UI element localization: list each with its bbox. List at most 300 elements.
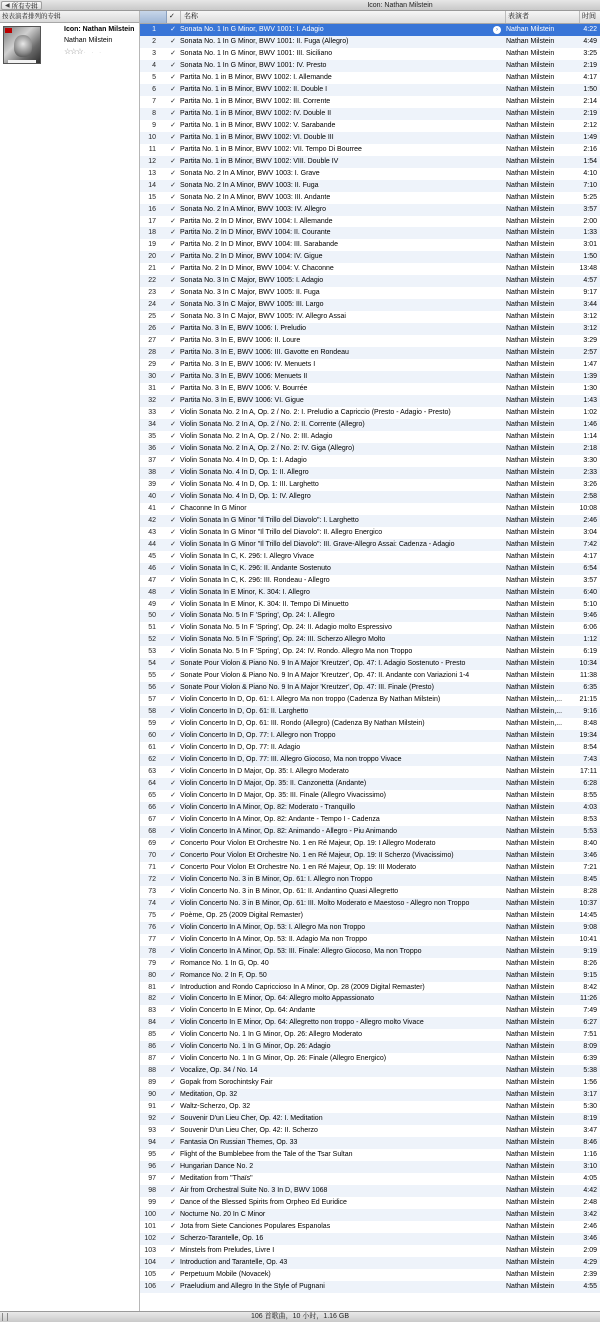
track-checkbox[interactable]: ✓ [170, 265, 176, 273]
track-checkbox[interactable]: ✓ [170, 756, 176, 764]
track-checkbox[interactable]: ✓ [170, 540, 176, 548]
track-artist: Nathan Milstein [506, 49, 555, 57]
table-row[interactable] [140, 1257, 600, 1269]
track-name: Meditation from "Thaïs" [180, 1175, 253, 1182]
table-row[interactable] [140, 72, 600, 84]
track-checkbox[interactable]: ✓ [170, 875, 176, 883]
column-header-time[interactable]: 时间 [579, 11, 600, 23]
table-row[interactable] [140, 1197, 600, 1209]
track-checkbox[interactable]: ✓ [170, 217, 176, 225]
table-row[interactable] [140, 192, 600, 204]
table-row[interactable] [140, 1281, 600, 1293]
track-checkbox[interactable]: ✓ [170, 528, 176, 536]
track-checkbox[interactable]: ✓ [170, 169, 176, 177]
table-row[interactable] [140, 204, 600, 216]
track-checkbox[interactable]: ✓ [170, 1258, 176, 1266]
emi-logo-icon [5, 28, 12, 33]
table-row[interactable] [140, 730, 600, 742]
star-rating-icon[interactable] [64, 47, 103, 56]
column-header-name[interactable]: 名称 [180, 11, 505, 23]
track-time: 4:03 [583, 803, 597, 811]
table-row[interactable] [140, 1125, 600, 1137]
track-checkbox[interactable]: ✓ [170, 456, 176, 464]
table-row[interactable] [140, 323, 600, 335]
track-number: 26 [148, 325, 156, 333]
track-checkbox[interactable]: ✓ [170, 947, 176, 955]
table-row[interactable] [140, 144, 600, 156]
track-artist: Nathan Milstein [506, 564, 555, 572]
track-checkbox[interactable]: ✓ [170, 109, 176, 117]
track-time: 4:22 [583, 26, 597, 33]
track-checkbox[interactable]: ✓ [170, 1151, 176, 1159]
table-row[interactable] [140, 371, 600, 383]
table-row[interactable] [140, 467, 600, 479]
table-row[interactable] [140, 539, 600, 551]
track-number: 2 [152, 37, 156, 45]
track-checkbox[interactable]: ✓ [170, 732, 176, 740]
table-row[interactable] [140, 383, 600, 395]
track-checkbox[interactable]: ✓ [170, 1103, 176, 1111]
album-entry[interactable] [0, 23, 139, 67]
table-row[interactable] [140, 1065, 600, 1077]
table-row[interactable] [140, 1029, 600, 1041]
library-summary: 106 首歌曲，10 小时，1.16 GB [250, 1313, 350, 1320]
track-artist: Nathan Milstein [506, 528, 555, 536]
track-checkbox[interactable]: ✓ [170, 648, 176, 656]
track-checkbox[interactable]: ✓ [170, 420, 176, 428]
track-checkbox[interactable]: ✓ [170, 432, 176, 440]
track-checkbox[interactable]: ✓ [170, 373, 176, 381]
track-checkbox[interactable]: ✓ [170, 1031, 176, 1039]
table-row[interactable] [140, 1089, 600, 1101]
track-checkbox[interactable]: ✓ [170, 720, 176, 728]
track-checkbox[interactable]: ✓ [170, 768, 176, 776]
table-row[interactable] [140, 431, 600, 443]
track-checkbox[interactable]: ✓ [170, 145, 176, 153]
track-checkbox[interactable]: ✓ [170, 708, 176, 716]
table-row[interactable] [140, 299, 600, 311]
track-checkbox[interactable]: ✓ [170, 205, 176, 213]
track-checkbox[interactable]: ✓ [170, 85, 176, 93]
table-row[interactable] [140, 634, 600, 646]
track-checkbox[interactable]: ✓ [170, 995, 176, 1003]
track-name: Partita No. 2 In D Minor, BWV 1004: III. Sarabande [180, 241, 338, 249]
track-checkbox[interactable]: ✓ [170, 361, 176, 369]
track-checkbox[interactable]: ✓ [170, 1210, 176, 1218]
track-number: 10 [148, 133, 156, 141]
track-checkbox[interactable]: ✓ [170, 133, 176, 141]
table-row[interactable] [140, 515, 600, 527]
track-checkbox[interactable]: ✓ [170, 588, 176, 596]
table-row[interactable] [140, 1053, 600, 1065]
track-artist: Nathan Milstein [506, 480, 555, 488]
track-number: 11 [148, 145, 156, 153]
track-checkbox[interactable]: ✓ [170, 744, 176, 752]
table-row[interactable] [140, 275, 600, 287]
table-row[interactable] [140, 1113, 600, 1125]
track-time: 1:14 [583, 432, 597, 440]
track-number: 4 [152, 61, 156, 69]
track-checkbox[interactable]: ✓ [170, 564, 176, 572]
track-artist: Nathan Milstein [506, 756, 555, 764]
track-checkbox[interactable]: ✓ [170, 1186, 176, 1194]
track-checkbox[interactable]: ✓ [170, 121, 176, 129]
table-row[interactable] [140, 251, 600, 263]
track-checkbox[interactable]: ✓ [170, 1091, 176, 1099]
table-row[interactable] [140, 1269, 600, 1281]
track-checkbox[interactable]: ✓ [170, 827, 176, 835]
table-row[interactable] [140, 419, 600, 431]
track-number: 48 [148, 588, 156, 596]
table-row[interactable] [140, 1137, 600, 1149]
track-checkbox[interactable]: ✓ [170, 899, 176, 907]
track-checkbox[interactable]: ✓ [170, 1127, 176, 1135]
table-row[interactable] [140, 1245, 600, 1257]
track-checkbox[interactable]: ✓ [170, 911, 176, 919]
track-time: 8:54 [583, 744, 597, 752]
table-row[interactable] [140, 982, 600, 994]
table-row[interactable] [140, 359, 600, 371]
track-checkbox[interactable]: ✓ [170, 792, 176, 799]
track-artist: Nathan Milstein [506, 397, 555, 405]
track-number: 23 [148, 289, 156, 297]
table-row[interactable] [140, 216, 600, 228]
track-artist: Nathan Milstein [506, 277, 555, 285]
table-row[interactable] [140, 132, 600, 144]
table-row[interactable] [140, 1221, 600, 1233]
track-checkbox[interactable]: ✓ [170, 780, 176, 788]
track-checkbox[interactable]: ✓ [170, 241, 176, 249]
track-checkbox[interactable]: ✓ [170, 289, 176, 297]
track-checkbox[interactable]: ✓ [170, 181, 176, 189]
track-checkbox[interactable]: ✓ [170, 61, 176, 69]
table-row[interactable] [140, 826, 600, 838]
track-checkbox[interactable]: ✓ [170, 1139, 176, 1147]
track-name: Violin Sonata No. 4 In D, Op. 1: I. Adagio [180, 456, 307, 464]
track-name: Sonata No. 1 In G Minor, BWV 1001: I. Adagio [180, 26, 324, 33]
table-row[interactable] [140, 1101, 600, 1113]
track-checkbox[interactable]: ✓ [170, 504, 176, 512]
track-name: Violin Concerto No. 1 In G Minor, Op. 26: Allegro Moderato [180, 1031, 362, 1039]
track-checkbox[interactable]: ✓ [170, 349, 176, 357]
track-time: 1:54 [583, 157, 597, 165]
track-number: 49 [148, 600, 156, 608]
table-row[interactable] [140, 718, 600, 730]
table-row[interactable] [140, 850, 600, 862]
track-checkbox[interactable]: ✓ [170, 49, 176, 57]
track-checkbox[interactable]: ✓ [170, 803, 176, 811]
track-checkbox[interactable]: ✓ [170, 839, 176, 847]
column-header-number[interactable] [140, 11, 167, 23]
table-row[interactable] [140, 563, 600, 575]
column-header-artist[interactable]: 表演者 [505, 11, 579, 23]
track-checkbox[interactable]: ✓ [170, 337, 176, 345]
track-checkbox[interactable]: ✓ [170, 37, 176, 45]
track-checkbox[interactable]: ✓ [170, 1234, 176, 1242]
track-checkbox[interactable]: ✓ [170, 26, 176, 33]
table-row[interactable] [140, 1077, 600, 1089]
track-checkbox[interactable]: ✓ [170, 1246, 176, 1254]
track-checkbox[interactable]: ✓ [170, 1175, 176, 1182]
track-time: 19:34 [579, 732, 597, 740]
track-name: Violin Concerto In A Minor, Op. 53: III. Finale: Allegro Giocoso, Ma non Troppo [180, 947, 422, 955]
track-checkbox[interactable]: ✓ [170, 97, 176, 105]
track-checkbox[interactable]: ✓ [170, 1055, 176, 1063]
track-checkbox[interactable]: ✓ [170, 552, 176, 560]
table-row[interactable] [140, 96, 600, 108]
track-checkbox[interactable]: ✓ [170, 851, 176, 859]
table-row[interactable] [140, 108, 600, 120]
table-row[interactable] [140, 60, 600, 72]
table-row[interactable] [140, 610, 600, 622]
track-number: 61 [148, 744, 156, 752]
track-checkbox[interactable]: ✓ [170, 409, 176, 416]
table-row[interactable] [140, 694, 600, 706]
table-row[interactable] [140, 922, 600, 934]
table-row[interactable] [140, 946, 600, 958]
track-time: 3:47 [583, 1127, 597, 1135]
track-artist: Nathan Milstein [506, 1007, 555, 1015]
track-checkbox[interactable]: ✓ [170, 1007, 176, 1015]
track-time: 11:26 [580, 995, 597, 1003]
table-row[interactable] [140, 886, 600, 898]
table-row[interactable] [140, 503, 600, 515]
table-row[interactable] [140, 778, 600, 790]
table-row[interactable] [140, 790, 600, 802]
track-name: Poème, Op. 25 (2009 Digital Remaster) [180, 911, 303, 919]
track-checkbox[interactable]: ✓ [170, 863, 176, 871]
table-row[interactable] [140, 898, 600, 910]
track-checkbox[interactable]: ✓ [170, 660, 176, 668]
track-time: 7:21 [583, 863, 597, 871]
track-checkbox[interactable]: ✓ [170, 624, 176, 632]
track-artist: Nathan Milstein [506, 385, 555, 393]
table-row[interactable] [140, 1149, 600, 1161]
track-checkbox[interactable]: ✓ [170, 313, 176, 321]
track-checkbox[interactable]: ✓ [170, 1043, 176, 1051]
track-checkbox[interactable]: ✓ [170, 480, 176, 488]
rating-stars[interactable]: ☆☆☆ [64, 47, 83, 56]
table-row[interactable] [140, 180, 600, 192]
table-row[interactable] [140, 622, 600, 634]
track-checkbox[interactable]: ✓ [170, 600, 176, 608]
table-row[interactable] [140, 287, 600, 299]
table-row[interactable] [140, 311, 600, 323]
track-artist: Nathan Milstein [506, 648, 555, 656]
track-checkbox[interactable]: ✓ [170, 636, 176, 644]
track-checkbox[interactable]: ✓ [170, 1067, 176, 1075]
track-time: 6:28 [583, 780, 597, 788]
column-header-check[interactable]: ✓ [169, 13, 175, 20]
track-number: 70 [148, 851, 156, 859]
track-time: 1:16 [583, 1151, 597, 1159]
track-checkbox[interactable]: ✓ [170, 492, 176, 500]
track-name: Violin Concerto In A Minor, Op. 53: I. Allegro Ma non Troppo [180, 923, 366, 931]
track-checkbox[interactable]: ✓ [170, 193, 176, 201]
track-artist: Nathan Milstein [506, 265, 555, 273]
table-row[interactable] [140, 993, 600, 1005]
track-checkbox[interactable]: ✓ [170, 1163, 176, 1171]
table-row[interactable] [140, 670, 600, 682]
track-checkbox[interactable]: ✓ [170, 1115, 176, 1123]
track-checkbox[interactable]: ✓ [170, 468, 176, 476]
table-row[interactable] [140, 766, 600, 778]
table-row[interactable] [140, 706, 600, 718]
track-artist: Nathan Milstein [506, 229, 555, 237]
track-time: 2:46 [583, 516, 597, 524]
track-checkbox[interactable]: ✓ [170, 923, 176, 931]
album-pane [0, 11, 140, 1311]
track-artist: Nathan Milstein [506, 409, 555, 416]
table-row[interactable] [140, 958, 600, 970]
track-artist: Nathan Milstein [506, 792, 555, 799]
track-checkbox[interactable]: ✓ [170, 684, 176, 692]
table-row[interactable] [140, 239, 600, 251]
track-name: Sonate Pour Violon & Piano No. 9 In A Major 'Kreutzer', Op. 47: I. Adagio Sostenuto - Presto [180, 660, 466, 668]
table-row[interactable] [140, 1209, 600, 1221]
track-name: Violin Sonata No. 4 In D, Op. 1: III. Larghetto [180, 480, 319, 488]
track-checkbox[interactable]: ✓ [170, 229, 176, 237]
track-checkbox[interactable]: ✓ [170, 157, 176, 165]
table-row[interactable] [140, 802, 600, 814]
track-checkbox[interactable]: ✓ [170, 672, 176, 680]
track-checkbox[interactable]: ✓ [170, 301, 176, 309]
table-row[interactable] [140, 1017, 600, 1029]
track-checkbox[interactable]: ✓ [170, 253, 176, 261]
table-row[interactable] [140, 395, 600, 407]
back-button-label: 所有专辑 [11, 3, 38, 10]
track-number: 100 [144, 1210, 156, 1218]
track-checkbox[interactable]: ✓ [170, 1019, 176, 1027]
track-time: 2:46 [583, 1222, 597, 1230]
table-row[interactable] [140, 407, 600, 419]
table-row[interactable] [140, 742, 600, 754]
track-number: 30 [148, 373, 156, 381]
table-row[interactable] [140, 754, 600, 766]
table-row[interactable] [140, 335, 600, 347]
arrow-link-icon[interactable]: › [493, 26, 501, 34]
table-row[interactable] [140, 168, 600, 180]
track-number: 13 [148, 169, 156, 177]
track-name: Violin Concerto No. 3 in B Minor, Op. 61: III. Molto Moderato e Maestoso - Allegro non Troppo [180, 899, 470, 907]
track-name: Partita No. 3 In E, BWV 1006: II. Loure [180, 337, 301, 345]
track-checkbox[interactable]: ✓ [170, 935, 176, 943]
track-checkbox[interactable]: ✓ [170, 325, 176, 333]
table-row[interactable] [140, 646, 600, 658]
table-row[interactable] [140, 479, 600, 491]
track-checkbox[interactable]: ✓ [170, 576, 176, 584]
all-albums-back-button[interactable] [1, 1, 42, 10]
table-row[interactable] [140, 874, 600, 886]
track-time: 6:06 [583, 624, 597, 632]
track-time: 3:46 [583, 1234, 597, 1242]
table-row[interactable] [140, 1005, 600, 1017]
track-checkbox[interactable]: ✓ [170, 516, 176, 524]
table-row[interactable] [140, 156, 600, 168]
table-row[interactable] [140, 682, 600, 694]
track-checkbox[interactable]: ✓ [170, 1198, 176, 1206]
table-row[interactable] [140, 1173, 600, 1185]
track-artist: Nathan Milstein [506, 26, 555, 33]
track-number: 76 [148, 923, 156, 931]
track-artist: Nathan Milstein [506, 732, 555, 740]
track-name: Violin Sonata No. 4 In D, Op. 1: II. Allegro [180, 468, 309, 476]
track-name: Violin Concerto In D, Op. 61: I. Allegro Ma non troppo (Cadenza By Nathan Milstein) [180, 696, 441, 704]
track-checkbox[interactable]: ✓ [170, 887, 176, 895]
track-checkbox[interactable]: ✓ [170, 696, 176, 704]
table-row[interactable] [140, 1185, 600, 1197]
status-bar [0, 1311, 600, 1322]
table-row[interactable] [140, 587, 600, 599]
track-checkbox[interactable]: ✓ [170, 73, 176, 81]
track-name: Air from Orchestral Suite No. 3 In D, BWV 1068 [180, 1186, 328, 1194]
table-row[interactable] [140, 527, 600, 539]
table-row[interactable] [140, 551, 600, 563]
table-row[interactable] [140, 934, 600, 946]
table-row[interactable] [140, 862, 600, 874]
table-row[interactable] [140, 36, 600, 48]
table-row[interactable] [140, 48, 600, 60]
track-artist: Nathan Milstein [506, 37, 555, 45]
track-artist: Nathan Milstein [506, 887, 555, 895]
track-name: Violin Sonata No. 4 In D, Op. 1: IV. Allegro [180, 492, 311, 500]
table-row[interactable] [140, 227, 600, 239]
track-artist: Nathan Milstein [506, 1198, 555, 1206]
table-row[interactable] [140, 263, 600, 275]
track-number: 83 [148, 1007, 156, 1015]
table-row[interactable] [140, 658, 600, 670]
track-checkbox[interactable]: ✓ [170, 959, 176, 967]
table-row[interactable] [140, 1233, 600, 1245]
track-checkbox[interactable]: ✓ [170, 1282, 176, 1290]
track-checkbox[interactable]: ✓ [170, 971, 176, 979]
table-row[interactable] [140, 347, 600, 359]
table-row[interactable] [140, 838, 600, 850]
album-pane-header[interactable]: 按表演者排列的专辑 [0, 11, 139, 23]
table-row[interactable] [140, 443, 600, 455]
track-checkbox[interactable]: ✓ [170, 277, 176, 285]
table-row[interactable] [140, 599, 600, 611]
track-name: Violin Concerto In E Minor, Op. 64: Allegretto non troppo - Allegro molto Vivace [180, 1019, 424, 1027]
table-row[interactable] [140, 814, 600, 826]
track-checkbox[interactable]: ✓ [170, 1222, 176, 1230]
rating-dots[interactable]: · · · [83, 50, 104, 56]
track-checkbox[interactable]: ✓ [170, 444, 176, 452]
track-name: Partita No. 2 In D Minor, BWV 1004: I. Allemande [180, 217, 333, 225]
table-row[interactable] [140, 455, 600, 467]
track-checkbox[interactable]: ✓ [170, 1270, 176, 1278]
track-checkbox[interactable]: ✓ [170, 397, 176, 405]
track-time: 8:40 [583, 839, 597, 847]
track-number: 56 [148, 684, 156, 692]
track-checkbox[interactable]: ✓ [170, 385, 176, 393]
table-row[interactable] [140, 24, 600, 36]
table-row[interactable] [140, 970, 600, 982]
table-row[interactable] [140, 575, 600, 587]
track-checkbox[interactable]: ✓ [170, 1079, 176, 1087]
track-checkbox[interactable]: ✓ [170, 983, 176, 991]
table-row[interactable] [140, 1041, 600, 1053]
track-checkbox[interactable]: ✓ [170, 612, 176, 620]
table-row[interactable] [140, 120, 600, 132]
album-artwork[interactable] [3, 26, 41, 64]
track-artist: Nathan Milstein [506, 1222, 555, 1230]
track-checkbox[interactable]: ✓ [170, 815, 176, 823]
table-row[interactable] [140, 1161, 600, 1173]
table-row[interactable] [140, 491, 600, 503]
table-row[interactable] [140, 84, 600, 96]
table-row[interactable] [140, 910, 600, 922]
